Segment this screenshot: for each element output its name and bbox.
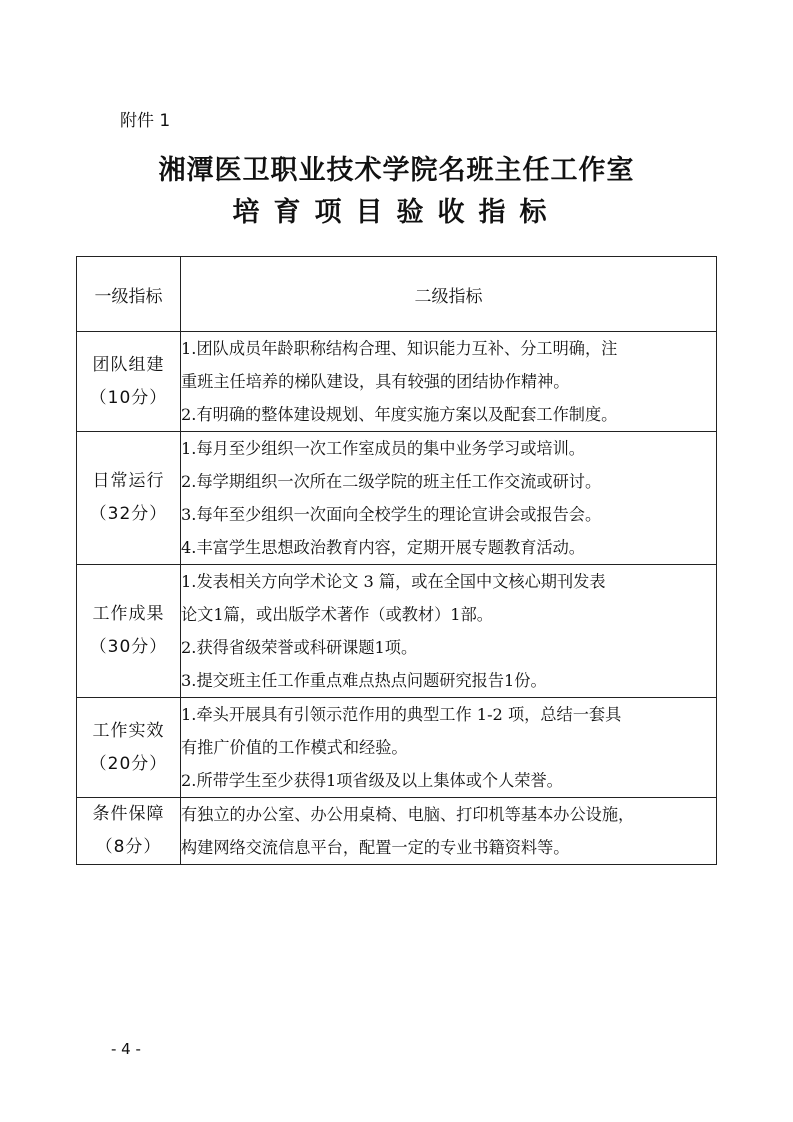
primary-indicator-cell (77, 332, 181, 432)
primary-indicator-score: （20分） (89, 753, 168, 774)
secondary-indicator-cell (181, 798, 717, 865)
primary-indicator-cell (77, 798, 181, 865)
document-title: 湘潭医卫职业技术学院名班主任工作室 (158, 155, 635, 186)
table-row (77, 698, 717, 798)
indicator-line: 1.牵头开展具有引领示范作用的典型工作 1-2 项，总结一套具 (181, 705, 622, 724)
table-row (77, 332, 717, 432)
secondary-indicator-cell (181, 565, 717, 698)
attachment-label: 附件 1 (120, 111, 171, 131)
document-subtitle: 培育项目验收指标 (232, 197, 561, 228)
header-primary-indicator: 一级指标 (77, 257, 181, 332)
indicator-line: 3.提交班主任工作重点难点热点问题研究报告1份。 (181, 671, 547, 690)
table-header-row (77, 257, 717, 332)
indicator-line: 2.每学期组织一次所在二级学院的班主任工作交流或研讨。 (181, 472, 602, 491)
primary-indicator-name: 日常运行 (92, 471, 165, 491)
primary-indicator-score: （8分） (95, 837, 162, 857)
indicator-line: 3.每年至少组织一次面向全校学生的理论宣讲会或报告会。 (181, 505, 602, 524)
acceptance-indicators-table (76, 256, 717, 865)
primary-indicator-cell (77, 565, 181, 698)
indicator-line: 1.发表相关方向学术论文 3 篇，或在全国中文核心期刊发表 (181, 572, 606, 591)
indicator-line: 有独立的办公室、办公用桌椅、电脑、打印机等基本办公设施， (181, 805, 635, 824)
indicator-line: 1.每月至少组织一次工作室成员的集中业务学习或培训。 (181, 439, 585, 458)
indicator-line: 论文1篇，或出版学术著作（或教材）1部。 (181, 605, 493, 624)
primary-indicator-name: 条件保障 (92, 804, 165, 824)
primary-indicator-score: （30分） (89, 637, 168, 657)
secondary-indicator-cell (181, 698, 717, 798)
indicator-line: 1.团队成员年龄职称结构合理、知识能力互补、分工明确，注 (181, 339, 618, 358)
indicator-line: 2.有明确的整体建设规划、年度实施方案以及配套工作制度。 (181, 405, 618, 424)
primary-indicator-name: 工作成果 (92, 604, 165, 624)
primary-indicator-score: （32分） (89, 504, 168, 524)
indicator-line: 2.获得省级荣誉或科研课题1项。 (181, 638, 418, 657)
primary-indicator-name: 工作实效 (92, 720, 165, 741)
primary-indicator-cell (77, 698, 181, 798)
secondary-indicator-cell (181, 432, 717, 565)
indicator-line: 4.丰富学生思想政治教育内容，定期开展专题教育活动。 (181, 538, 585, 557)
primary-indicator-name: 团队组建 (92, 354, 165, 375)
indicator-line: 2.所带学生至少获得1项省级及以上集体或个人荣誉。 (181, 771, 563, 790)
page-number: - 4 - (111, 1040, 141, 1058)
indicator-line: 有推广价值的工作模式和经验。 (181, 738, 408, 757)
primary-indicator-cell (77, 432, 181, 565)
indicator-line: 重班主任培养的梯队建设，具有较强的团结协作精神。 (181, 372, 570, 391)
indicator-line: 构建网络交流信息平台，配置一定的专业书籍资料等。 (181, 838, 570, 857)
secondary-indicator-cell (181, 332, 717, 432)
header-secondary-indicator: 二级指标 (181, 257, 717, 332)
table-row (77, 432, 717, 565)
table-row (77, 565, 717, 698)
table-row (77, 798, 717, 865)
primary-indicator-score: （10分） (89, 387, 168, 408)
